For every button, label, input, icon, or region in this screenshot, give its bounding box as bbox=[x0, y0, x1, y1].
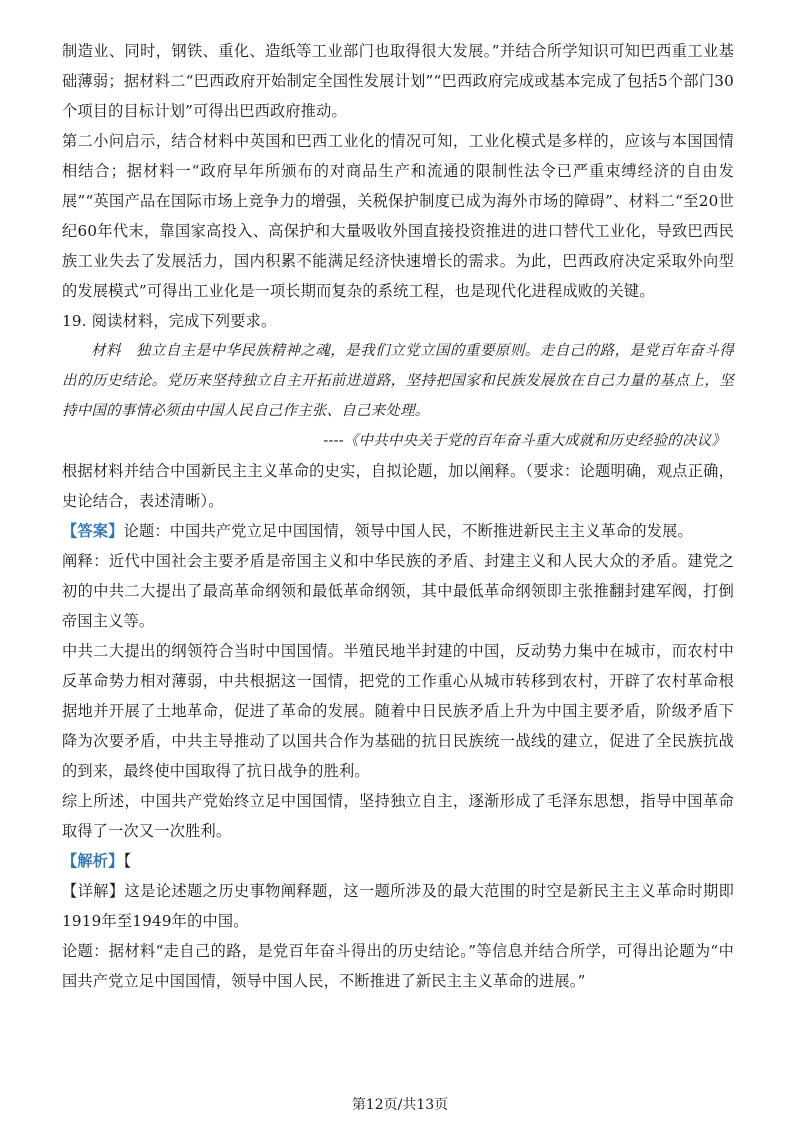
answer-text: 论题：中国共产党立足中国国情，领导中国人民，不断推进新民主主义革命的发展。 bbox=[123, 522, 693, 540]
material-source: ----《中共中央关于党的百年奋斗重大成就和历史经验的决议》 bbox=[323, 433, 726, 449]
detail-text: 这是论述题之历史事物阐释题，这一题所涉及的最大范围的时空是新民主主义革命时期即1919年至1949年的中国。 bbox=[62, 882, 734, 930]
answer-paragraph bbox=[62, 516, 734, 546]
question-19-heading: 19. 阅读材料，完成下列要求。 bbox=[62, 312, 277, 330]
analysis-tag: 【解析】 bbox=[62, 852, 124, 870]
page-number-footer: 第12页/共13页 bbox=[351, 1097, 449, 1113]
explanation-paragraph-3: 综上所述，中国共产党始终立足中国国情，坚持独立自主，逐渐形成了毛泽东思想，指导中国革命取得了一次又一次胜利。 bbox=[62, 792, 734, 840]
paragraph-enlightenment: 第二小问启示，结合材料中英国和巴西工业化的情况可知，工业化模式是多样的，应该与本国国情相结合；据材料一“政府早年所颁布的对商品生产和流通的限制性法令已严重束缚经济的自由发展”“英国产品在国际市场上竞争力的增强，关税保护制度已成为海外市场的障碍”、材料二“至20世纪60年代末，靠国家高投入、高保护和大量吸收外国直接投资推进的进口替代工业化，导致巴西民族工业失去了发展活力，国内积累不能满足经济快速增长的需求。为此，巴西政府决定采取外向型的发展模式”可得出工业化是一项长期而复杂的系统工程，也是现代化进程成败的关键。 bbox=[62, 132, 734, 300]
answer-tag: 【答案】 bbox=[62, 522, 124, 540]
thesis-paragraph: 论题：据材料“走自己的路，是党百年奋斗得出的历史结论。”等信息并结合所学，可得出论题为“中国共产党立足中国国情，领导中国人民，不断推进了新民主主义革命的进展。” bbox=[62, 942, 734, 990]
explanation-paragraph-2: 中共二大提出的纲领符合当时中国国情。半殖民地半封建的中国，反动势力集中在城市，而农村中反革命势力相对薄弱，中共根据这一国情，把党的工作重心从城市转移到农村，开辟了农村革命根据地并开展了土地革命，促进了革命的发展。随着中日民族矛盾上升为中国主要矛盾，阶级矛盾下降为次要矛盾，中共主导推动了以国共合作为基础的抗日民族统一战线的建立，促进了全民族抗战的到来，最终使中国取得了抗日战争的胜利。 bbox=[62, 642, 734, 780]
analysis-rest: 【 bbox=[123, 852, 132, 870]
detail-paragraph bbox=[62, 876, 734, 936]
paragraph-continued: 制造业、同时，钢铁、重化、造纸等工业部门也取得很大发展。”并结合所学知识可知巴西重工业基础薄弱；据材料二“巴西政府开始制定全国性发展计划”“巴西政府完成或基本完成了包括5个部门30个项目的目标计划”可得出巴西政府推动。 bbox=[62, 42, 734, 120]
analysis-paragraph bbox=[62, 846, 734, 876]
document-page bbox=[62, 36, 734, 996]
material-text: 材料 独立自主是中华民族精神之魂，是我们立党立国的重要原则。走自己的路，是党百年奋斗得出的历史结论。党历来坚持独立自主开拓前进道路，坚持把国家和民族发展放在自己力量的基点上，坚持中国的事情必须由中国人民自己作主张、自己来处理。 bbox=[62, 343, 734, 419]
explanation-paragraph-1: 阐释：近代中国社会主要矛盾是帝国主义和中华民族的矛盾、封建主义和人民大众的矛盾。建党之初的中共二大提出了最高革命纲领和最低革命纲领，其中最低革命纲领即主张推翻封建军阀，打倒帝国主义等。 bbox=[62, 552, 734, 630]
detail-tag: 【详解】 bbox=[62, 882, 125, 900]
question-requirement: 根据材料并结合中国新民主主义革命的史实，自拟论题，加以阐释。（要求：论题明确，观点正确，史论结合，表述清晰）。 bbox=[62, 462, 734, 510]
